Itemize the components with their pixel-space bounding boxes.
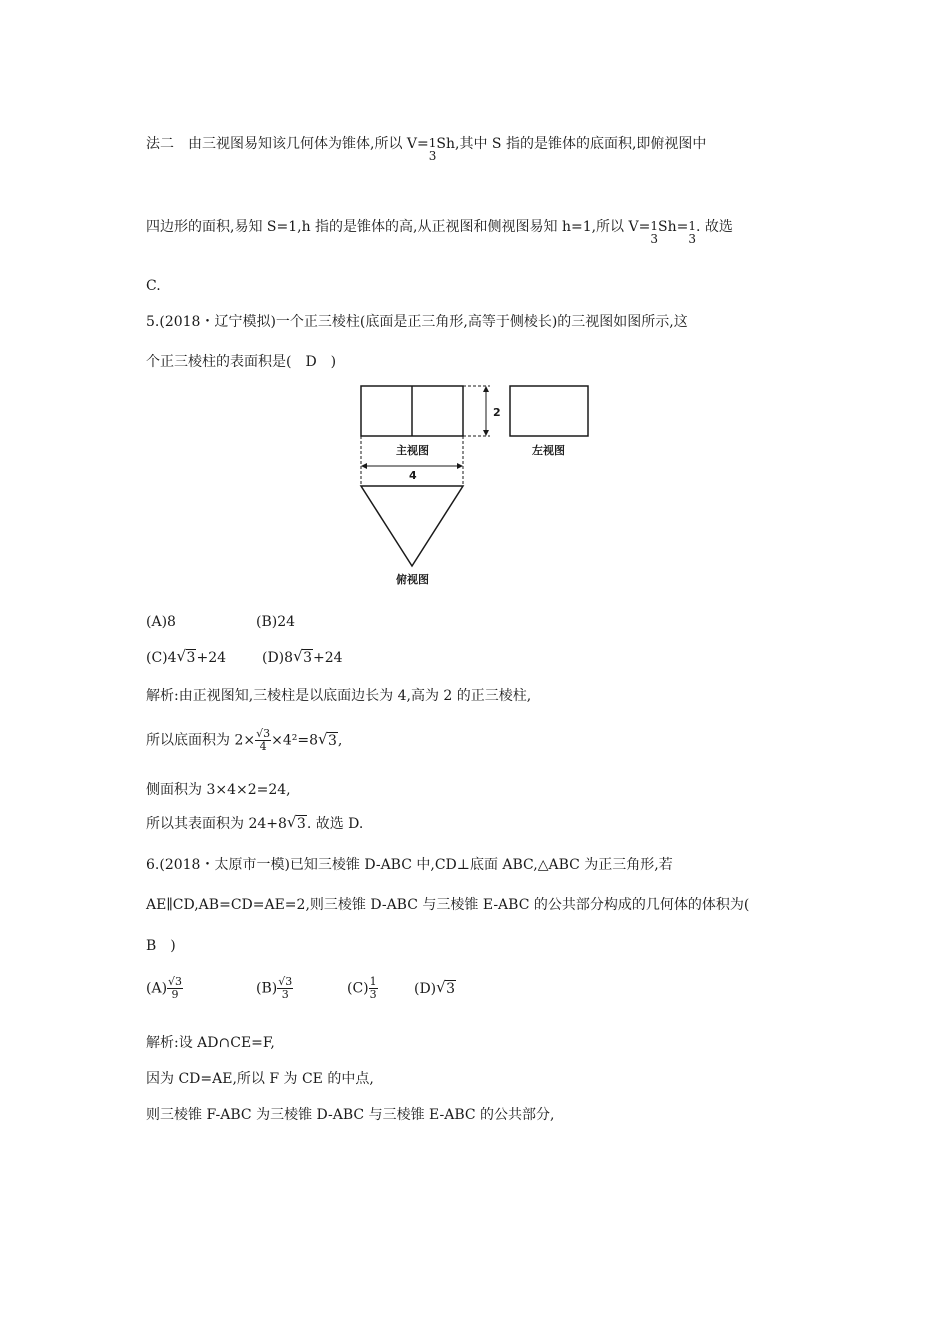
- width-arrow-right: [457, 463, 463, 469]
- method2-text-c: 四边形的面积,易知 S=1,h 指的是锥体的高,从正视图和侧视图易知 h=1,所以 V=: [146, 219, 651, 235]
- width-arrow-left: [361, 463, 367, 469]
- fraction-one-third: 1 3: [688, 219, 696, 246]
- left-view-rect: [510, 386, 588, 436]
- q6-solution-line2: 因为 CD=AE,所以 F 为 CE 的中点,: [146, 1071, 374, 1087]
- top-view-triangle: [361, 486, 463, 566]
- height-arrow-down: [483, 430, 489, 436]
- q5-solution-line3: 侧面积为 3×4×2=24,: [146, 782, 291, 798]
- q6-solution-line3: 则三棱锥 F-ABC 为三棱锥 D-ABC 与三棱锥 E-ABC 的公共部分,: [146, 1107, 555, 1123]
- q6-stem-line3: B ): [146, 938, 176, 954]
- q5-stem-line2: 个正三棱柱的表面积是( D ): [146, 354, 337, 370]
- fraction-sqrt3-over-4: $\frac{√3}{4}$: [256, 727, 271, 753]
- method2-text-e: . 故选: [695, 219, 733, 235]
- q6-stem-line2: AE∥CD,AB=CD=AE=2,则三棱锥 D-ABC 与三棱锥 E-ABC 的公共部分构成的几何体的体积为(: [146, 897, 750, 913]
- sqrt-symbol: √ 3: [318, 731, 338, 751]
- sqrt-symbol: √ 3: [177, 648, 197, 668]
- top-view-label: 俯视图: [396, 573, 429, 586]
- three-view-figure: [350, 380, 600, 590]
- q5-solution-line4: 所以其表面积为 24+8√ 3. 故选 D.: [146, 814, 363, 834]
- q5-option-a: (A)8: [146, 614, 176, 630]
- q6-stem-line1: 6.(2018・太原市一模)已知三棱锥 D-ABC 中,CD⊥底面 ABC,△ABC 为正三角形,若: [146, 857, 673, 873]
- q5-options-row2: [146, 648, 343, 668]
- height-label: 2: [493, 406, 501, 419]
- fraction-one-third: 1 3: [650, 219, 658, 246]
- method2-text-d: Sh=: [657, 219, 689, 235]
- sqrt-symbol: √ 3: [287, 814, 307, 834]
- q5-option-c: (C)4√ 3+24: [146, 648, 262, 668]
- q5-solution-line1: 解析:由正视图知,三棱柱是以底面边长为 4,高为 2 的正三棱柱,: [146, 688, 532, 704]
- method2-text-b: Sh,其中 S 指的是锥体的底面积,即俯视图中: [436, 136, 707, 152]
- width-label: 4: [409, 469, 417, 482]
- fraction-sqrt3-over-3: $\frac{√3}{3}$: [278, 975, 293, 1001]
- height-arrow-up: [483, 386, 489, 392]
- sqrt-symbol: √ 3: [293, 648, 313, 668]
- fraction-one-third: 1 3: [428, 136, 437, 163]
- q6-solution-line1: 解析:设 AD∩CE=F,: [146, 1035, 275, 1051]
- q6-option-a: (A) $\frac{√3}{9}$: [146, 975, 183, 1001]
- q5-option-b: (B)24: [256, 614, 296, 630]
- method2-line2: [146, 214, 733, 246]
- fraction-sqrt3-over-9: $\frac{√3}{9}$: [168, 975, 183, 1001]
- q5-solution-line2: 所以底面积为 2× $\frac{√3}{4}$ ×4²=8√ 3,: [146, 728, 342, 753]
- left-view-label: 左视图: [532, 444, 565, 457]
- q5-stem-line1: 5.(2018・辽宁模拟)一个正三棱柱(底面是正三角形,高等于侧棱长)的三视图如图所示,这: [146, 314, 688, 330]
- sqrt-symbol: √ 3: [436, 979, 456, 999]
- method2-text-a: 法二 由三视图易知该几何体为锥体,所以 V=: [146, 136, 429, 152]
- q6-option-d: (D)√ 3: [414, 979, 456, 999]
- method2-line3: C.: [146, 278, 161, 294]
- q5-options-row1: [146, 612, 295, 632]
- q6-option-b: (B) $\frac{√3}{3}$: [256, 975, 293, 1001]
- q5-option-d: (D)8√ 3+24: [262, 648, 343, 668]
- q6-options: [146, 976, 456, 1001]
- front-view-label: 主视图: [396, 444, 429, 457]
- method2-line1: [146, 131, 707, 163]
- q6-option-c: (C) $\frac{1}{3}$: [347, 975, 377, 1001]
- fraction-one-third: $\frac{1}{3}$: [369, 975, 377, 1001]
